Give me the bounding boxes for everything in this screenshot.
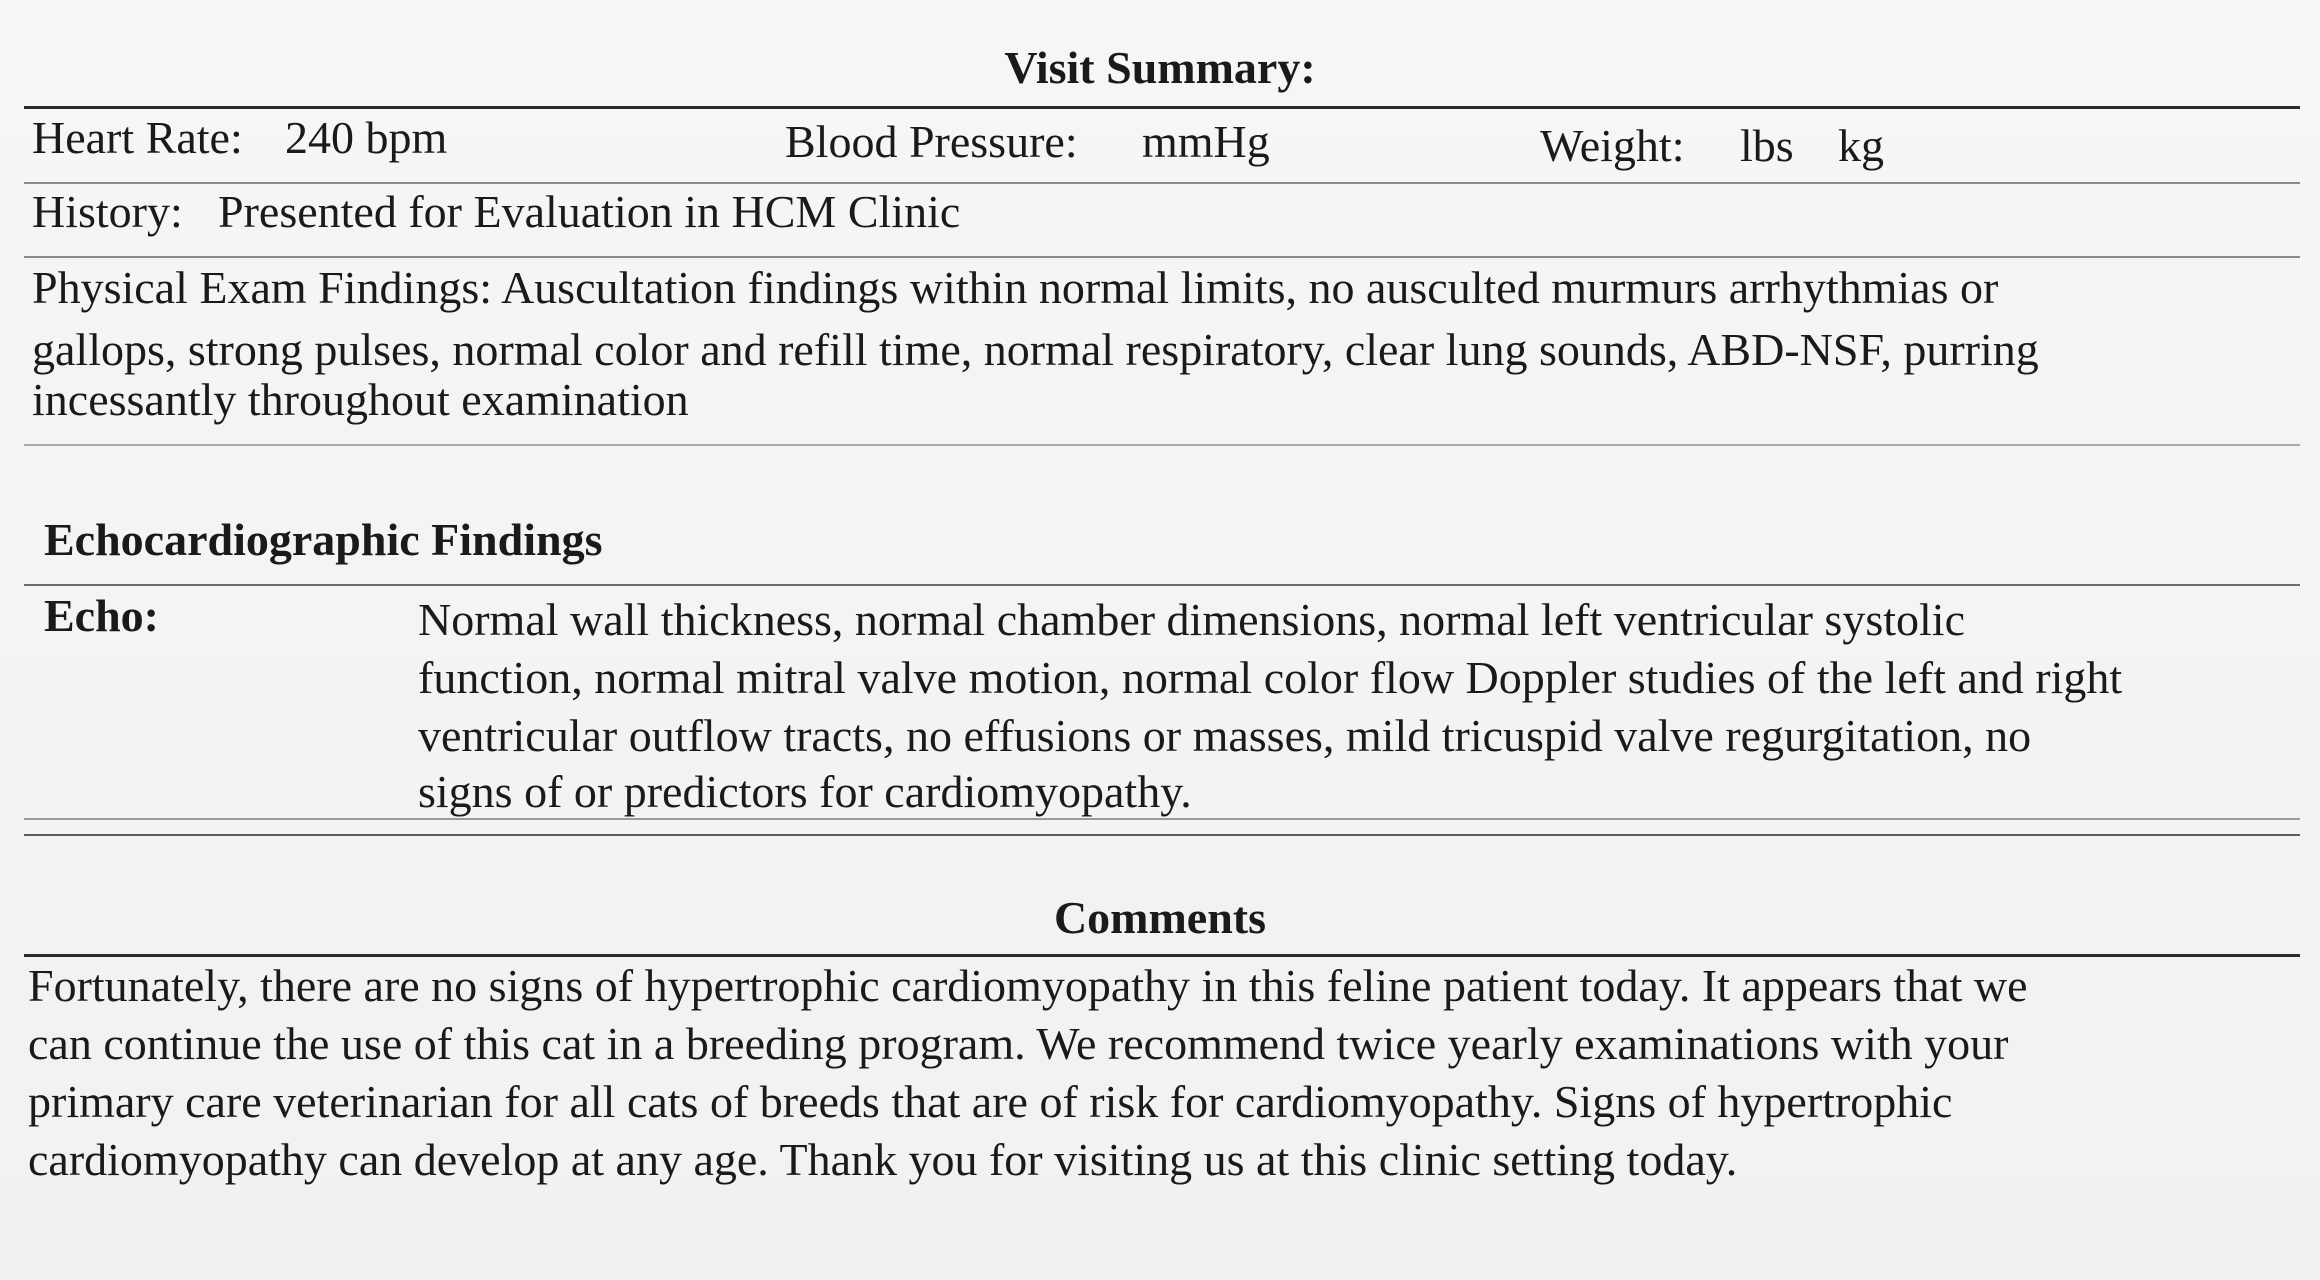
blood-pressure-unit: mmHg [1142, 116, 1270, 167]
echo-label: Echo: [44, 590, 159, 641]
weight-unit-kg: kg [1838, 120, 1884, 171]
history-label: History: [32, 186, 183, 237]
heart-rate-label: Heart Rate: [32, 112, 243, 163]
comments-rule [24, 954, 2300, 957]
history-rule [24, 256, 2300, 258]
echo-line-2: function, normal mitral valve motion, normal color flow Doppler studies of the left and right [418, 652, 2123, 703]
echo-line-3: ventricular outflow tracts, no effusions or masses, mild tricuspid valve regurgitation, no [418, 710, 2032, 761]
comments-line-3: primary care veterinarian for all cats of breeds that are of risk for cardiomyopathy. Signs of hypertrophic [28, 1076, 1953, 1127]
heart-rate-value: 240 bpm [285, 112, 448, 163]
physical-exam-line-1: Physical Exam Findings: Auscultation findings within normal limits, no ausculted murmurs arrhythmias or [32, 262, 1999, 313]
echo-line-4: signs of or predictors for cardiomyopathy. [418, 766, 1192, 817]
physical-exam-rule [24, 444, 2300, 446]
echo-bottom-rule-2 [24, 834, 2300, 836]
blood-pressure-label: Blood Pressure: [785, 116, 1078, 167]
echo-section-title: Echocardiographic Findings [44, 514, 603, 565]
comments-line-2: can continue the use of this cat in a breeding program. We recommend twice yearly examinations with your [28, 1018, 2009, 1069]
weight-unit-lbs: lbs [1740, 120, 1794, 171]
echo-bottom-rule-1 [24, 818, 2300, 820]
echo-section-rule [24, 584, 2300, 586]
visit-summary-title: Visit Summary: [1004, 42, 1316, 93]
history-value: Presented for Evaluation in HCM Clinic [218, 186, 961, 237]
comments-line-1: Fortunately, there are no signs of hypertrophic cardiomyopathy in this feline patient today. It appears that we [28, 960, 2028, 1011]
physical-exam-line-2: gallops, strong pulses, normal color and refill time, normal respiratory, clear lung sounds, ABD-NSF, purring [32, 324, 2039, 375]
comments-line-4: cardiomyopathy can develop at any age. Thank you for visiting us at this clinic setting today. [28, 1134, 1738, 1185]
comments-title: Comments [1053, 892, 1267, 943]
weight-label: Weight: [1540, 120, 1685, 171]
visit-summary-rule [24, 106, 2300, 109]
physical-exam-line-3: incessantly throughout examination [32, 374, 689, 425]
echo-line-1: Normal wall thickness, normal chamber dimensions, normal left ventricular systolic [418, 594, 1965, 645]
